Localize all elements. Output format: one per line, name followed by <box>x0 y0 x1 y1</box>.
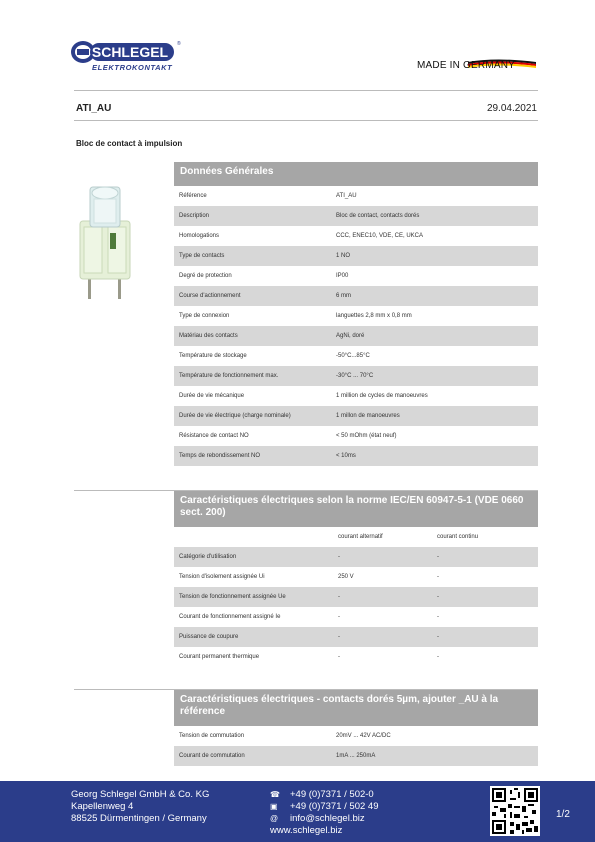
row-label: Référence <box>179 193 207 199</box>
email-link[interactable]: info@schlegel.biz <box>290 813 365 824</box>
ac-value: 250 V <box>338 574 354 580</box>
row-value: Bloc de contact, contacts dorés <box>336 213 420 219</box>
row-value: < 50 mOhm (état neuf) <box>336 433 397 439</box>
row-value: < 10ms <box>336 453 356 459</box>
row-label: Tension d'isolement assignée Ui <box>179 574 265 580</box>
row-label: Durée de vie électrique (charge nominale) <box>179 413 291 419</box>
table-row <box>174 726 538 746</box>
table-row <box>174 426 538 446</box>
website-link[interactable]: www.schlegel.biz <box>270 825 343 836</box>
row-label: Courant permanent thermique <box>179 654 260 660</box>
row-value: 1 millon de manoeuvres <box>336 413 400 419</box>
section-title: Données Générales <box>174 162 538 186</box>
dc-value: - <box>437 574 439 580</box>
dc-value: - <box>437 594 439 600</box>
row-label: Homologations <box>179 233 220 239</box>
section-title: Caractéristiques électriques - contacts dorés 5µm, ajouter _AU à la référence <box>174 690 538 726</box>
row-value: IP00 <box>336 273 349 279</box>
row-label: Durée de vie mécanique <box>179 393 245 399</box>
row-label: Tension de commutation <box>179 733 245 739</box>
svg-text:SCHLEGEL: SCHLEGEL <box>91 44 169 60</box>
phone-number[interactable]: +49 (0)7371 / 502-0 <box>290 789 374 800</box>
footer-address <box>71 789 209 825</box>
dc-value: - <box>437 634 439 640</box>
row-value: -30°C ... 70°C <box>336 373 374 379</box>
dc-value: - <box>437 614 439 620</box>
row-value: 20mV ... 42V AC/DC <box>336 733 391 739</box>
table-row <box>174 306 538 326</box>
product-image <box>74 183 136 305</box>
table-row <box>174 266 538 286</box>
table-row <box>174 446 538 466</box>
footer <box>0 781 595 842</box>
row-label: Courant de commutation <box>179 753 245 759</box>
row-label: Matériau des contacts <box>179 333 238 339</box>
row-value: -50°C...85°C <box>336 353 370 359</box>
document-date: 29.04.2021 <box>486 103 537 114</box>
column-header-row <box>174 527 538 547</box>
row-label: Description <box>179 213 210 219</box>
title-divider <box>74 120 538 121</box>
ac-column-header: courant alternatif <box>338 534 383 540</box>
product-subtitle: Bloc de contact à impulsion <box>76 139 183 148</box>
row-label: Puissance de coupure <box>179 634 239 640</box>
row-label: Température de fonctionnement max. <box>179 373 279 379</box>
ac-value: - <box>338 594 340 600</box>
row-label: Degré de protection <box>179 273 232 279</box>
ac-value: - <box>338 614 340 620</box>
qr-code <box>490 786 540 836</box>
company-name: Georg Schlegel GmbH & Co. KG <box>71 789 210 800</box>
table-row <box>174 386 538 406</box>
ac-value: - <box>338 554 340 560</box>
table-row <box>174 406 538 426</box>
row-value: 1mA ... 250mA <box>336 753 376 759</box>
page-number: 1/2 <box>556 809 570 820</box>
table-row <box>174 547 538 567</box>
section-title: Caractéristiques électriques selon la norme IEC/EN 60947-5-1 (VDE 0660 sect. 200) <box>174 491 538 527</box>
row-value: CCC, ENEC10, VDE, CE, UKCA <box>336 233 424 239</box>
electrical-table <box>174 547 538 667</box>
table-row <box>174 627 538 647</box>
ac-value: - <box>338 654 340 660</box>
table-row <box>174 647 538 667</box>
schlegel-logo <box>70 38 180 72</box>
row-label: Température de stockage <box>179 353 247 359</box>
row-value: 1 NO <box>336 253 351 259</box>
dc-value: - <box>437 654 439 660</box>
table-row <box>174 746 538 766</box>
svg-text:ELEKTROKONTAKT: ELEKTROKONTAKT <box>92 63 173 72</box>
email-icon: @ <box>270 814 279 823</box>
row-value: languettes 2,8 mm x 0,8 mm <box>336 313 412 319</box>
table-row <box>174 326 538 346</box>
footer-contact <box>270 789 378 837</box>
general-data-section <box>174 162 538 466</box>
dc-column-header: courant continu <box>437 534 479 540</box>
row-label: Course d'actionnement <box>179 293 241 299</box>
row-label: Type de connexion <box>179 313 230 319</box>
document-id: ATI_AU <box>76 103 112 114</box>
row-value: 1 million de cycles de manoeuvres <box>336 393 428 399</box>
row-label: Résistance de contact NO <box>179 433 249 439</box>
svg-text:®: ® <box>177 41 181 47</box>
table-row <box>174 567 538 587</box>
row-label: Catégorie d'utilisation <box>179 554 237 560</box>
row-value: ATI_AU <box>336 193 357 199</box>
row-value: 6 mm <box>336 293 351 299</box>
row-label: Tension de fonctionnement assignée Ue <box>179 594 286 600</box>
electrical-section <box>174 491 538 667</box>
header-divider <box>74 90 538 91</box>
table-row <box>174 607 538 627</box>
table-row <box>174 186 538 206</box>
street: Kapellenweg 4 <box>71 801 134 812</box>
made-in-germany: MADE IN GERMANY <box>417 60 516 71</box>
row-label: Temps de rebondissement NO <box>179 453 261 459</box>
table-row <box>174 206 538 226</box>
city: 88525 Dürmentingen / Germany <box>71 813 207 824</box>
table-row <box>174 366 538 386</box>
gold-contacts-table <box>174 726 538 766</box>
table-row <box>174 346 538 366</box>
row-label: Courant de fonctionnement assigné Ie <box>179 614 281 620</box>
table-row <box>174 286 538 306</box>
row-value: AgNi, doré <box>336 333 365 339</box>
table-row <box>174 587 538 607</box>
fax-number[interactable]: +49 (0)7371 / 502 49 <box>290 801 379 812</box>
table-row <box>174 226 538 246</box>
gold-contacts-section <box>174 690 538 766</box>
ac-value: - <box>338 634 340 640</box>
dc-value: - <box>437 554 439 560</box>
table-row <box>174 246 538 266</box>
fax-icon: ▣ <box>270 802 278 811</box>
row-label: Type de contacts <box>179 253 225 259</box>
phone-icon: ☎ <box>270 790 280 799</box>
general-data-table <box>174 186 538 466</box>
